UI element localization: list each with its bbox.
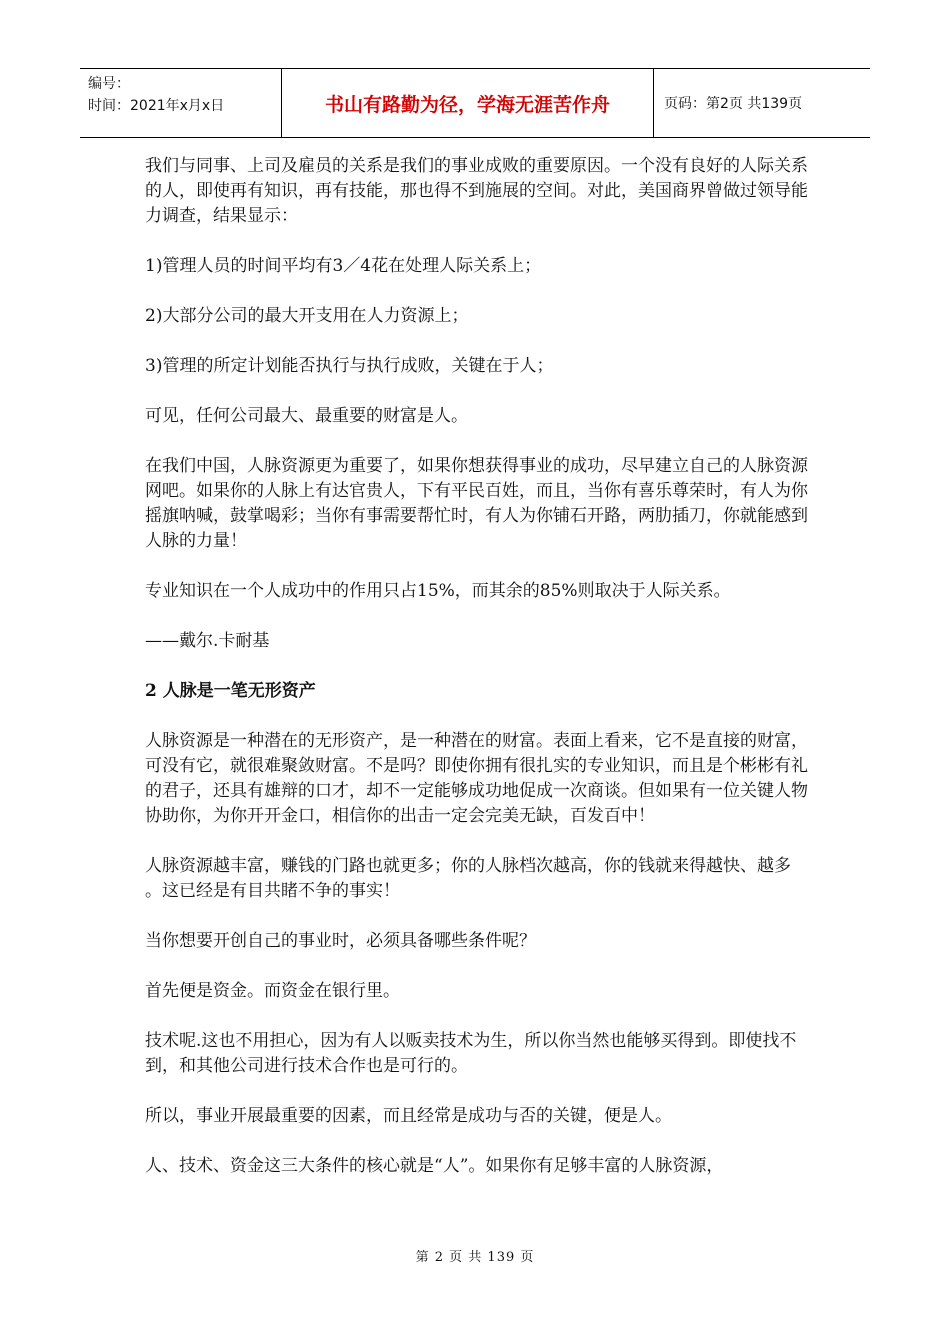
quote-attribution: ——戴尔.卡耐基 (145, 631, 270, 651)
header-page-info: 页码：第2页 共139页 (664, 96, 803, 112)
document-body (145, 154, 810, 1204)
header-meta (80, 69, 282, 137)
paragraph: 我们与同事、上司及雇员的关系是我们的事业成败的重要原因。一个没有良好的人际关系的人，即使再有知识，再有技能，那也得不到施展的空间。对此，美国商界曾做过领导能力调查，结果显示： (145, 156, 808, 226)
list-item: 3)管理的所定计划能否执行与执行成败，关键在于人； (145, 356, 554, 376)
paragraph: 当你想要开创自己的事业时，必须具备哪些条件呢？ (145, 931, 536, 951)
paragraph: 人、技术、资金这三大条件的核心就是“人”。如果你有足够丰富的人脉资源， (145, 1156, 724, 1176)
section-heading: 2 人脉是一笔无形资产 (145, 681, 316, 701)
paragraph: 所以，事业开展最重要的因素，而且经常是成功与否的关键，便是人。 (145, 1106, 672, 1126)
paragraph: 技术呢.这也不用担心，因为有人以贩卖技术为生，所以你当然也能够买得到。即使找不到，和其他公司进行技术合作也是可行的。 (145, 1031, 797, 1076)
paragraph: 在我们中国，人脉资源更为重要了，如果你想获得事业的成功，尽早建立自己的人脉资源网吧。如果你的人脉上有达官贵人，下有平民百姓，而且，当你有喜乐尊荣时，有人为你摇旗呐喊，鼓掌喝彩；当你有事需要帮忙时，有人为你铺石开路，两肋插刀，你就能感到人脉的力量！ (145, 456, 808, 551)
paragraph: 专业知识在一个人成功中的作用只占15%，而其余的85%则取决于人际关系。 (145, 581, 731, 601)
paragraph: 人脉资源是一种潜在的无形资产，是一种潜在的财富。表面上看来，它不是直接的财富，可没有它，就很难聚敛财富。不是吗？即使你拥有很扎实的专业知识，而且是个彬彬有礼的君子，还具有雄辩的口才，却不一定能够成功地促成一次商谈。但如果有一位关键人物协助你，为你开开金口，相信你的出击一定会完美无缺，百发百中！ (145, 731, 808, 826)
list-item: 1)管理人员的时间平均有3／4花在处理人际关系上； (145, 256, 542, 276)
page-header (80, 68, 870, 138)
paragraph: 人脉资源越丰富，赚钱的门路也就更多；你的人脉档次越高，你的钱就来得越快、越多 (145, 856, 791, 876)
page-footer: 第 2 页 共 139 页 (415, 1250, 535, 1265)
list-item: 2)大部分公司的最大开支用在人力资源上； (145, 306, 469, 326)
header-motto: 书山有路勤为径，学海无涯苦作舟 (282, 69, 654, 137)
document-number-label: 编号： (88, 76, 130, 92)
paragraph: 可见，任何公司最大、最重要的财富是人。 (145, 406, 468, 426)
document-date-label: 时间：2021年x月x日 (88, 98, 225, 114)
paragraph: 首先便是资金。而资金在银行里。 (145, 981, 400, 1001)
paragraph: 。这已经是有目共睹不争的事实！ (145, 881, 400, 901)
